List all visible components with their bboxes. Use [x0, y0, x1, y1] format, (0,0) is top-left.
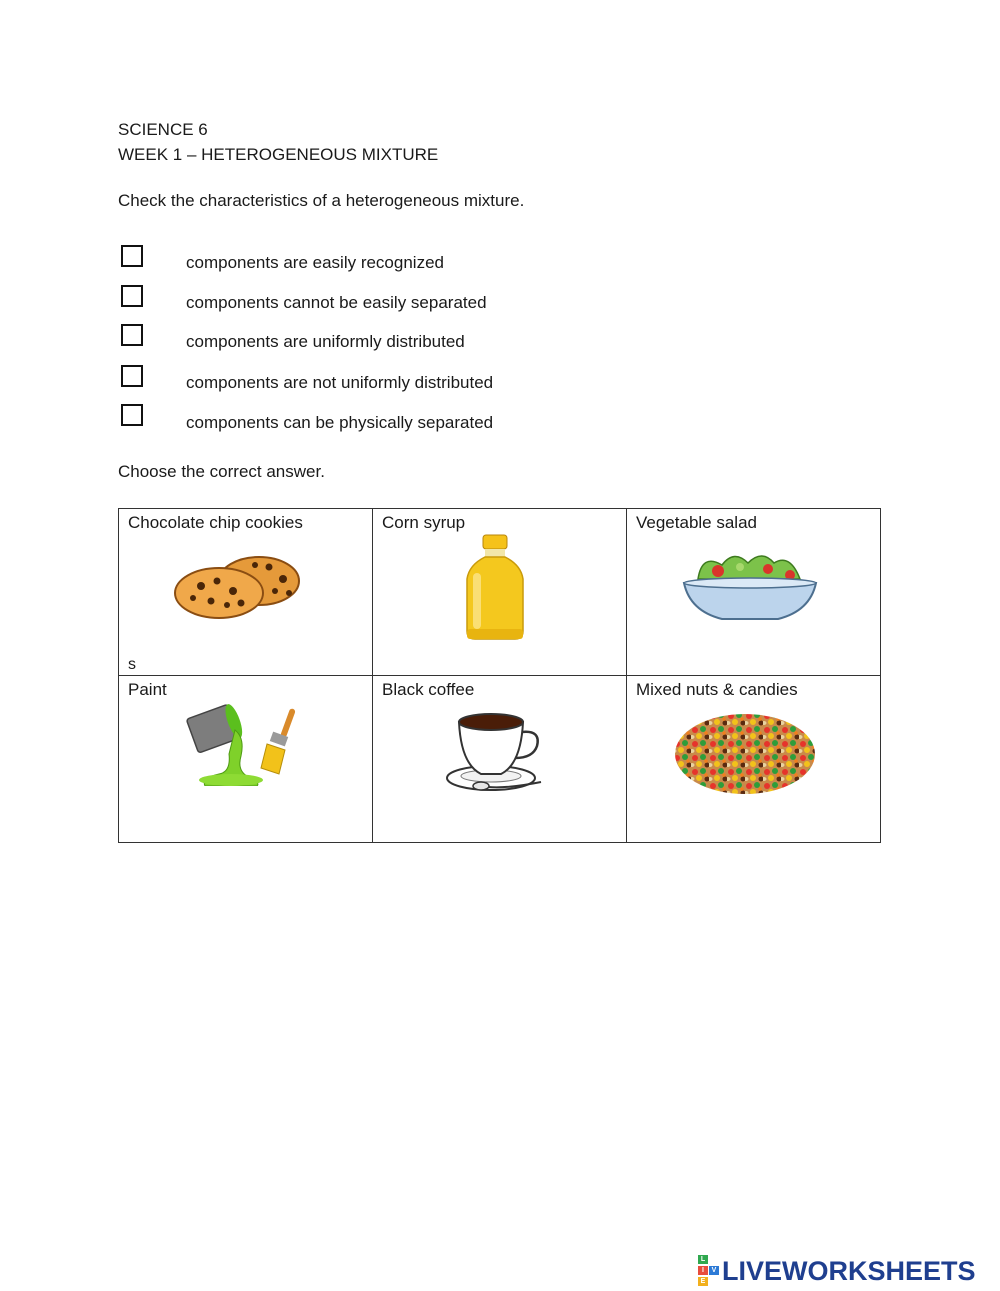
cell-label: Chocolate chip cookies: [128, 513, 303, 532]
grid-cell-corn-syrup[interactable]: [373, 509, 627, 676]
cookies-picture: [171, 553, 305, 621]
grid-cell-black-coffee[interactable]: [373, 676, 627, 843]
subject-title: SCIENCE 6: [118, 120, 208, 139]
choose-instruction: Choose the correct answer.: [118, 462, 325, 481]
checkbox-3[interactable]: [121, 324, 143, 346]
logo-mark: [698, 1255, 719, 1287]
liveworksheets-logo: [698, 1256, 976, 1286]
checklist-option-2: components cannot be easily separated: [186, 293, 487, 312]
logo-mark-letter: L: [698, 1255, 708, 1264]
logo-mark-letter: V: [709, 1266, 719, 1275]
coffee-cup-picture: [445, 706, 545, 796]
cell-label: Corn syrup: [382, 513, 466, 532]
checkbox-5[interactable]: [121, 404, 143, 426]
checklist-option-3: components are uniformly distributed: [186, 332, 465, 351]
cell-label: Paint: [128, 680, 167, 699]
paint-can-picture: [185, 704, 309, 786]
syrup-bottle-picture: [463, 533, 527, 643]
checklist-option-4: components are not uniformly distributed: [186, 373, 494, 392]
nuts-candies-picture: [673, 712, 817, 796]
checklist-option-5: components can be physically separated: [186, 413, 494, 432]
grid-cell-mixed-nuts-candies[interactable]: [627, 676, 881, 843]
cell-label: Black coffee: [382, 680, 475, 699]
checkbox-4[interactable]: [121, 365, 143, 387]
mixture-grid: [118, 508, 881, 843]
check-instruction: Check the characteristics of a heterogeneous mixture.: [118, 191, 525, 210]
logo-text: LIVEWORKSHEETS: [722, 1255, 976, 1286]
cell-label: Mixed nuts & candies: [636, 680, 798, 699]
logo-mark-letter: I: [698, 1266, 708, 1275]
checkbox-2[interactable]: [121, 285, 143, 307]
grid-cell-paint[interactable]: [119, 676, 373, 843]
cell-label: Vegetable salad: [636, 513, 757, 532]
stray-character: s: [128, 656, 136, 673]
salad-bowl-picture: [682, 549, 818, 629]
week-title: WEEK 1 – HETEROGENEOUS MIXTURE: [118, 145, 439, 164]
grid-cell-cookies[interactable]: [119, 509, 373, 676]
checklist-option-1: components are easily recognized: [186, 253, 444, 272]
grid-cell-vegetable-salad[interactable]: [627, 509, 881, 676]
checkbox-1[interactable]: [121, 245, 143, 267]
logo-mark-letter: E: [698, 1277, 708, 1286]
